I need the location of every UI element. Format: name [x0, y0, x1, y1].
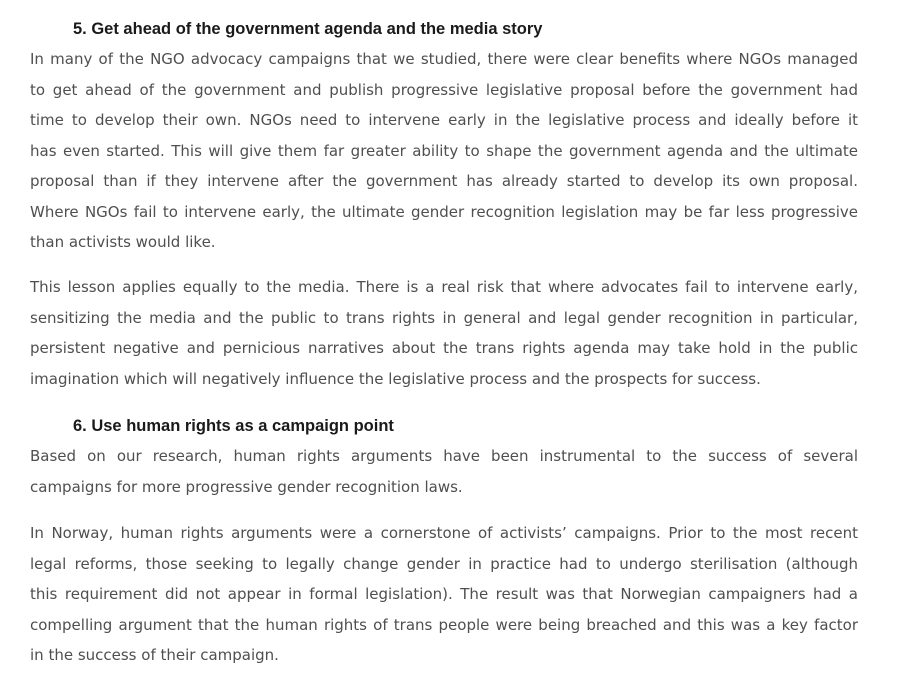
section-5-heading: 5. Get ahead of the government agenda and the media story — [73, 20, 543, 38]
paragraph-line: has even started. This will give them far greater ability to shape the government agenda and the ultimate — [30, 141, 858, 160]
paragraph-line: In Norway, human rights arguments were a cornerstone of activists’ campaigns. Prior to the most recent — [30, 524, 858, 542]
section-6-heading: 6. Use human rights as a campaign point — [73, 417, 394, 435]
paragraph-line: persistent negative and pernicious narratives about the trans rights agenda may take hold in the public — [30, 339, 858, 357]
paragraph-line: to get ahead of the government and publish progressive legislative proposal before the government had — [30, 80, 858, 99]
paragraph-line: sensitizing the media and the public to trans rights in general and legal gender recognition in particular, — [30, 308, 858, 327]
paragraph-line: time to develop their own. NGOs need to intervene early in the legislative process and ideally before it — [30, 111, 858, 129]
paragraph-line: proposal than if they intervene after the government has already started to develop its own proposal. — [30, 172, 858, 190]
section-6-paragraph-2 — [30, 518, 858, 671]
paragraph-line: imagination which will negatively influence the legislative process and the prospects for success. — [30, 369, 761, 388]
paragraph-line: compelling argument that the human rights of trans people were being breached and this was a key factor — [30, 615, 858, 634]
paragraph-line: this requirement did not appear in formal legislation). The result was that Norwegian campaigners had a — [30, 585, 858, 603]
paragraph-line: in the success of their campaign. — [30, 646, 279, 664]
paragraph-line: Based on our research, human rights arguments have been instrumental to the success of several — [30, 447, 858, 465]
paragraph-line: Where NGOs fail to intervene early, the ultimate gender recognition legislation may be far less progressive — [30, 202, 858, 221]
paragraph-line: This lesson applies equally to the media. There is a real risk that where advocates fail to intervene early, — [30, 278, 858, 296]
section-6-paragraph-1 — [30, 441, 858, 502]
paragraph-line: legal reforms, those seeking to legally change gender in practice had to undergo sterilisation (although — [30, 554, 858, 573]
paragraph-line: campaigns for more progressive gender recognition laws. — [30, 477, 463, 496]
paragraph-line: than activists would like. — [30, 233, 216, 251]
section-5-paragraph-1 — [30, 44, 858, 258]
paragraph-line: In many of the NGO advocacy campaigns that we studied, there were clear benefits where NGOs managed — [30, 50, 858, 68]
section-5-paragraph-2 — [30, 272, 858, 394]
